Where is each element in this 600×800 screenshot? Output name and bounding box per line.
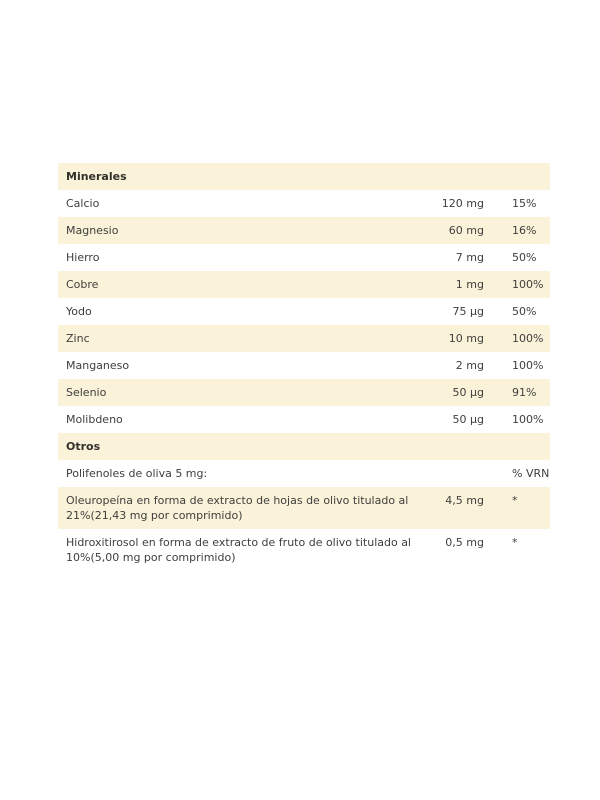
row-hidroxitirosol — [58, 529, 550, 571]
nutrient-name: Hierro — [66, 251, 100, 264]
section-header-minerales — [58, 163, 550, 190]
nutrient-amount: 7 mg — [455, 251, 484, 264]
row-magnesio — [58, 217, 550, 244]
section-header-label: Otros — [66, 440, 101, 453]
nutrient-percent: 15% — [512, 197, 537, 210]
nutrient-name: Oleuropeína en forma de extracto de hojas de olivo titulado al 21%(21,43 mg por comprimido) — [66, 494, 409, 522]
nutrition-facts-table — [58, 163, 550, 571]
row-molibdeno — [58, 406, 550, 433]
nutrient-percent: 91% — [512, 386, 537, 399]
nutrient-name: Manganeso — [66, 359, 130, 372]
section-header-otros — [58, 433, 550, 460]
row-oleuropeina — [58, 487, 550, 529]
section-header-label: Minerales — [66, 170, 127, 183]
nutrient-name: Polifenoles de oliva 5 mg: — [66, 467, 208, 480]
nutrient-amount: 2 mg — [455, 359, 484, 372]
nutrient-amount: 120 mg — [441, 197, 484, 210]
nutrient-amount: 4,5 mg — [445, 494, 484, 507]
nutrient-percent: 50% — [512, 305, 537, 318]
nutrient-amount: 0,5 mg — [445, 536, 484, 549]
row-polifenoles — [58, 460, 550, 487]
vrn-column-header: % VRN — [512, 467, 550, 480]
row-cobre — [58, 271, 550, 298]
nutrient-percent: * — [512, 494, 518, 507]
row-selenio — [58, 379, 550, 406]
nutrient-name: Cobre — [66, 278, 99, 291]
nutrient-name: Zinc — [66, 332, 90, 345]
nutrient-amount: 50 µg — [452, 413, 484, 426]
nutrient-name: Hidroxitirosol en forma de extracto de fruto de olivo titulado al 10%(5,00 mg por comprimido) — [66, 536, 411, 564]
nutrient-name: Yodo — [66, 305, 92, 318]
row-zinc — [58, 325, 550, 352]
row-yodo — [58, 298, 550, 325]
nutrient-name: Magnesio — [66, 224, 119, 237]
nutrient-percent: 50% — [512, 251, 537, 264]
nutrient-amount: 60 mg — [448, 224, 484, 237]
nutrient-amount: 50 µg — [452, 386, 484, 399]
nutrient-amount: 1 mg — [455, 278, 484, 291]
row-hierro — [58, 244, 550, 271]
nutrient-percent: 100% — [512, 413, 544, 426]
nutrient-amount: 75 µg — [452, 305, 484, 318]
nutrient-name: Selenio — [66, 386, 107, 399]
nutrient-percent: * — [512, 536, 518, 549]
nutrient-percent: 100% — [512, 332, 544, 345]
nutrient-name: Calcio — [66, 197, 100, 210]
nutrient-amount: 10 mg — [448, 332, 484, 345]
nutrient-name: Molibdeno — [66, 413, 123, 426]
nutrient-percent: 16% — [512, 224, 537, 237]
nutrient-percent: 100% — [512, 359, 544, 372]
row-calcio — [58, 190, 550, 217]
row-manganeso — [58, 352, 550, 379]
nutrient-percent: 100% — [512, 278, 544, 291]
